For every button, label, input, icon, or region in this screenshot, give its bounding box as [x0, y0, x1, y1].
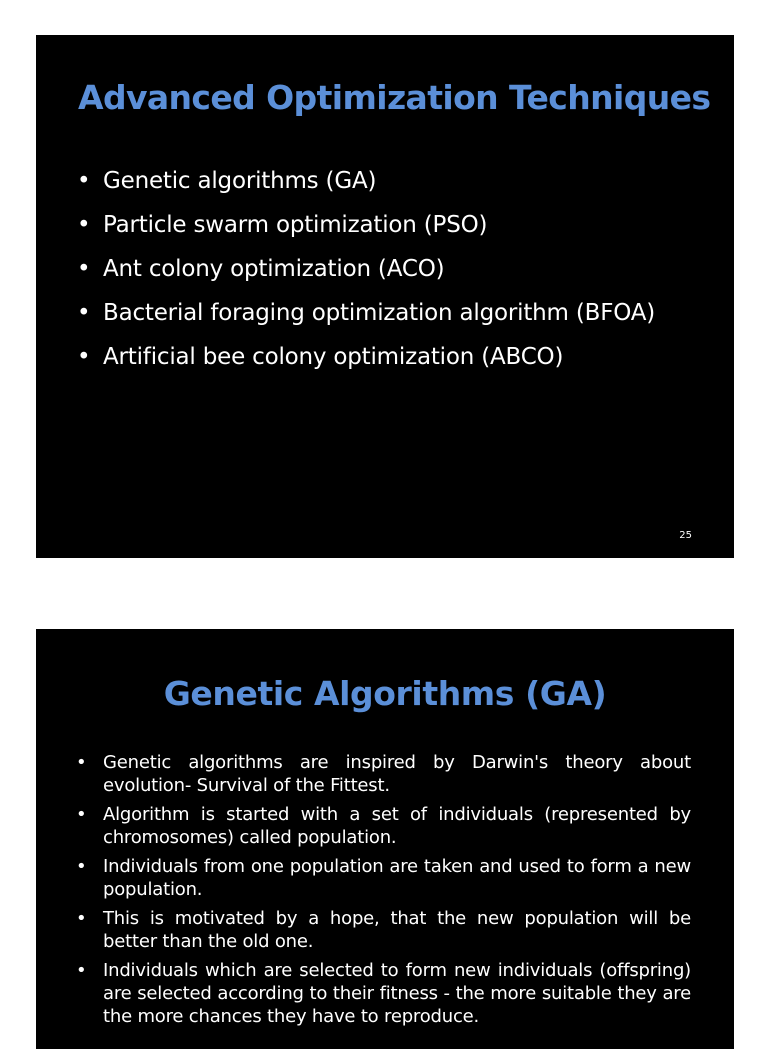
slide-advanced-optimization	[36, 35, 734, 558]
list-item	[76, 751, 691, 797]
bullet-text: Genetic algorithms (GA)	[103, 168, 377, 194]
bullet-text: Artificial bee colony optimization (ABCO)	[103, 344, 564, 370]
bullet-text: Algorithm is started with a set of individuals (represented by chromosomes) called population.	[103, 804, 691, 848]
list-item	[76, 959, 691, 1028]
list-item	[77, 338, 677, 376]
list-item	[76, 907, 691, 953]
bullet-text: Particle swarm optimization (PSO)	[103, 212, 488, 238]
slide-title: Genetic Algorithms (GA)	[163, 674, 607, 713]
bullet-icon: •	[76, 960, 87, 981]
list-item	[76, 803, 691, 849]
bullet-icon: •	[77, 300, 91, 326]
bullet-text: Bacterial foraging optimization algorithm (BFOA)	[103, 300, 656, 326]
bullet-text: Individuals from one population are taken and used to form a new population.	[103, 856, 691, 900]
bullet-icon: •	[77, 212, 91, 238]
bullet-text: This is motivated by a hope, that the new population will be better than the old one.	[103, 908, 691, 952]
bullet-icon: •	[76, 908, 87, 929]
slide-title: Advanced Optimization Techniques	[78, 78, 711, 117]
bullet-icon: •	[77, 256, 91, 282]
slide-genetic-algorithms	[36, 629, 734, 1049]
list-item	[77, 206, 677, 244]
bullet-text: Individuals which are selected to form new individuals (offspring) are selected according to their fitness - the more suitable they are the more chances they have to reproduce.	[103, 960, 691, 1027]
bullet-text: Ant colony optimization (ACO)	[103, 256, 445, 282]
list-item	[77, 250, 677, 288]
bullet-text: Genetic algorithms are inspired by Darwin's theory about evolution- Survival of the Fittest.	[103, 752, 691, 796]
bullet-icon: •	[76, 856, 87, 877]
list-item	[77, 294, 677, 332]
bullet-list	[77, 162, 677, 382]
bullet-icon: •	[76, 752, 87, 773]
bullet-icon: •	[76, 804, 87, 825]
bullet-list	[76, 751, 691, 1034]
bullet-icon: •	[77, 344, 91, 370]
bullet-icon: •	[77, 168, 91, 194]
list-item	[77, 162, 677, 200]
list-item	[76, 855, 691, 901]
page-number: 25	[679, 530, 692, 541]
